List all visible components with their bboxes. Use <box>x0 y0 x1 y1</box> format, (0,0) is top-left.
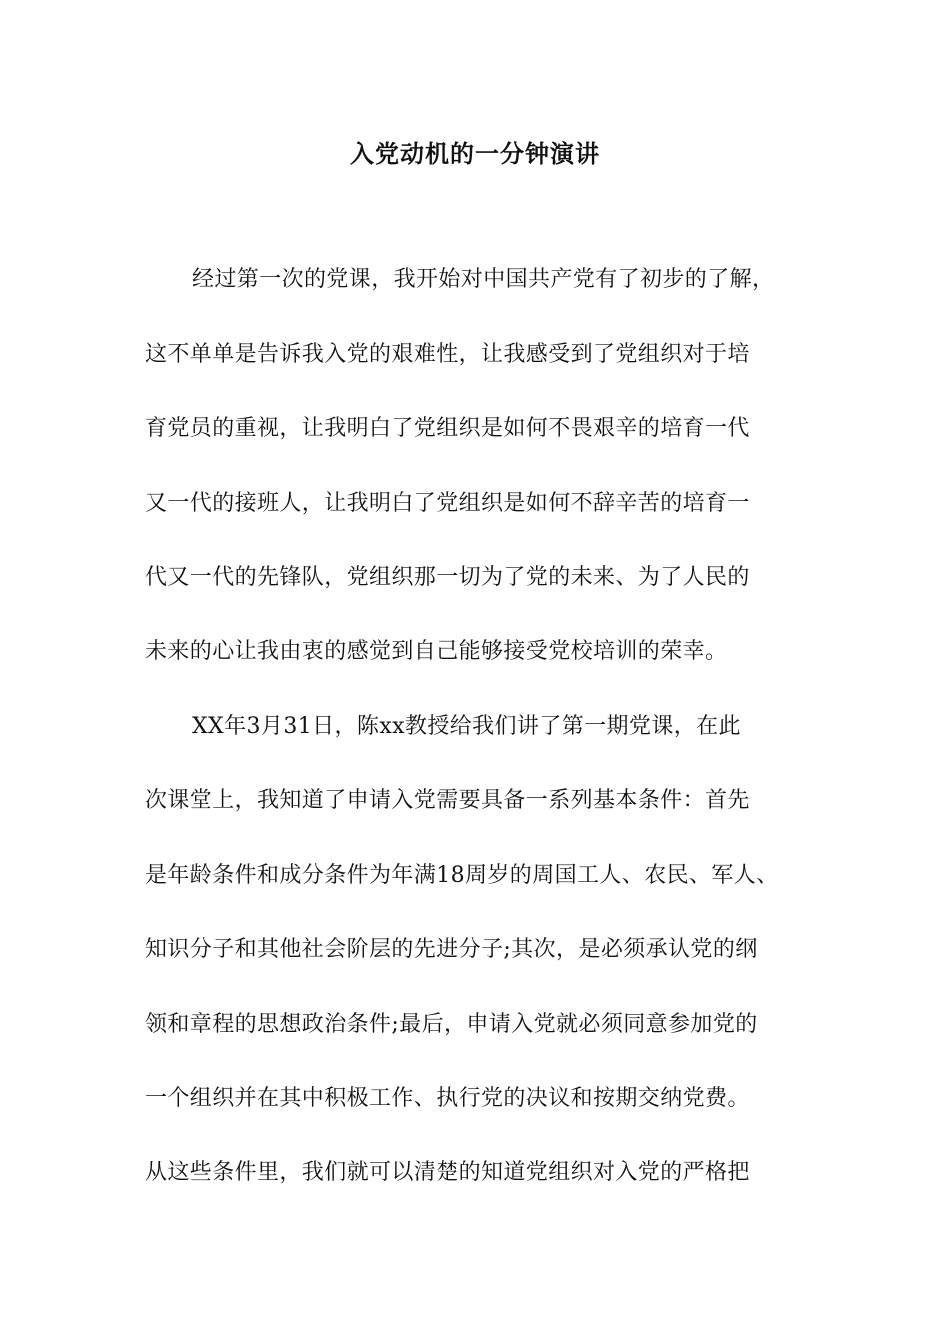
paragraph-2-line-2: 次课堂上，我知道了申请入党需要具备一系列基本条件：首先 <box>145 788 750 813</box>
paragraph-2-line-6: 一个组织并在其中积极工作、执行党的决议和按期交纳党费。 <box>145 1086 750 1111</box>
document-title: 入党动机的一分钟演讲 <box>350 140 600 168</box>
paragraph-1-line-5: 代又一代的先锋队，党组织那一切为了党的未来、为了人民的 <box>145 565 750 590</box>
paragraph-2-line-3: 是年龄条件和成分条件为年满18周岁的周国工人、农民、军人、 <box>145 863 779 888</box>
paragraph-1-line-6: 未来的心让我由衷的感觉到自己能够接受党校培训的荣幸。 <box>145 639 728 664</box>
paragraph-1-line-3: 育党员的重视，让我明白了党组织是如何不畏艰辛的培育一代 <box>145 416 750 441</box>
paragraph-1-line-4: 又一代的接班人，让我明白了党组织是如何不辞辛苦的培育一 <box>145 491 750 516</box>
paragraph-2-line-1: XX年3月31日，陈xx教授给我们讲了第一期党课，在此 <box>192 714 741 739</box>
paragraph-2-line-4: 知识分子和其他社会阶层的先进分子;其次，是必须承认党的纲 <box>145 937 758 962</box>
paragraph-2-line-7: 从这些条件里，我们就可以清楚的知道党组织对入党的严格把 <box>145 1160 750 1185</box>
paragraph-2-line-5: 领和章程的思想政治条件;最后，申请入党就必须同意参加党的 <box>145 1012 758 1037</box>
paragraph-1-line-2: 这不单单是告诉我入党的艰难性，让我感受到了党组织对于培 <box>145 342 750 367</box>
paragraph-1-line-1: 经过第一次的党课，我开始对中国共产党有了初步的了解， <box>192 267 775 292</box>
